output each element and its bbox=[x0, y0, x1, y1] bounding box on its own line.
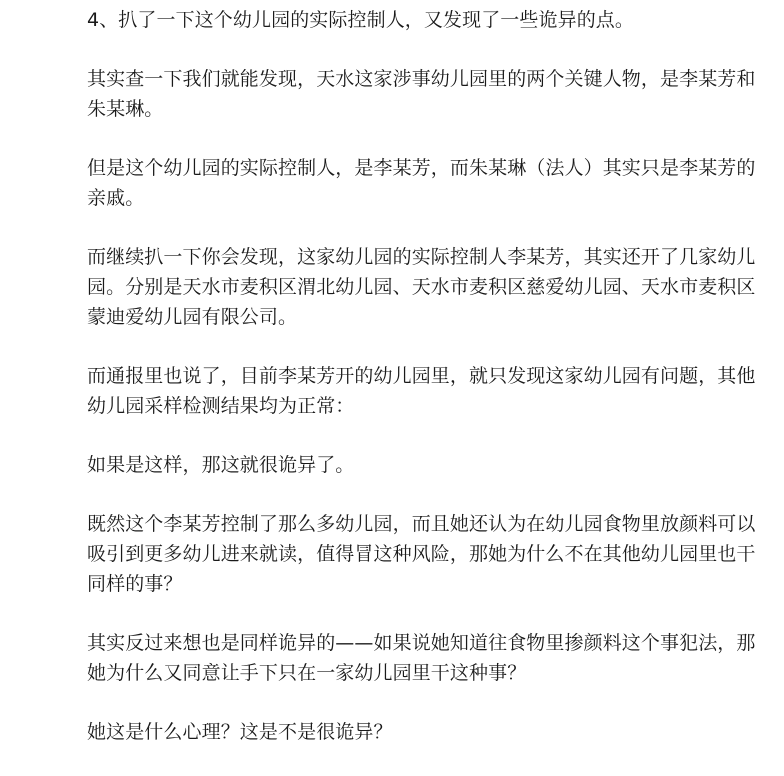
paragraph: 其实反过来想也是同样诡异的——如果说她知道往食物里掺颜料这个事犯法，那她为什么又同意让手下只在一家幼儿园里干这种事？ bbox=[87, 632, 756, 684]
paragraph: 而继续扒一下你会发现，这家幼儿园的实际控制人李某芳，其实还开了几家幼儿园。分别是天水市麦积区渭北幼儿园、天水市麦积区慈爱幼儿园、天水市麦积区蒙迪爱幼儿园有限公司。 bbox=[87, 246, 756, 328]
paragraph: 她这是什么心理？这是不是很诡异？ bbox=[87, 721, 393, 743]
paragraph: 但是这个幼儿园的实际控制人，是李某芳，而朱某琳（法人）其实只是李某芳的亲戚。 bbox=[87, 157, 756, 209]
paragraph: 如果是这样，那这就很诡异了。 bbox=[87, 454, 355, 476]
paragraph: 既然这个李某芳控制了那么多幼儿园，而且她还认为在幼儿园食物里放颜料可以吸引到更多幼儿进来就读，值得冒这种风险，那她为什么不在其他幼儿园里也干同样的事？ bbox=[87, 513, 756, 595]
paragraph: 其实查一下我们就能发现，天水这家涉事幼儿园里的两个关键人物，是李某芳和朱某琳。 bbox=[87, 68, 756, 120]
paragraph: 4、扒了一下这个幼儿园的实际控制人，又发现了一些诡异的点。 bbox=[87, 9, 634, 31]
article-body bbox=[87, 5, 767, 776]
paragraph: 而通报里也说了，目前李某芳开的幼儿园里，就只发现这家幼儿园有问题，其他幼儿园采样检测结果均为正常： bbox=[87, 365, 756, 417]
